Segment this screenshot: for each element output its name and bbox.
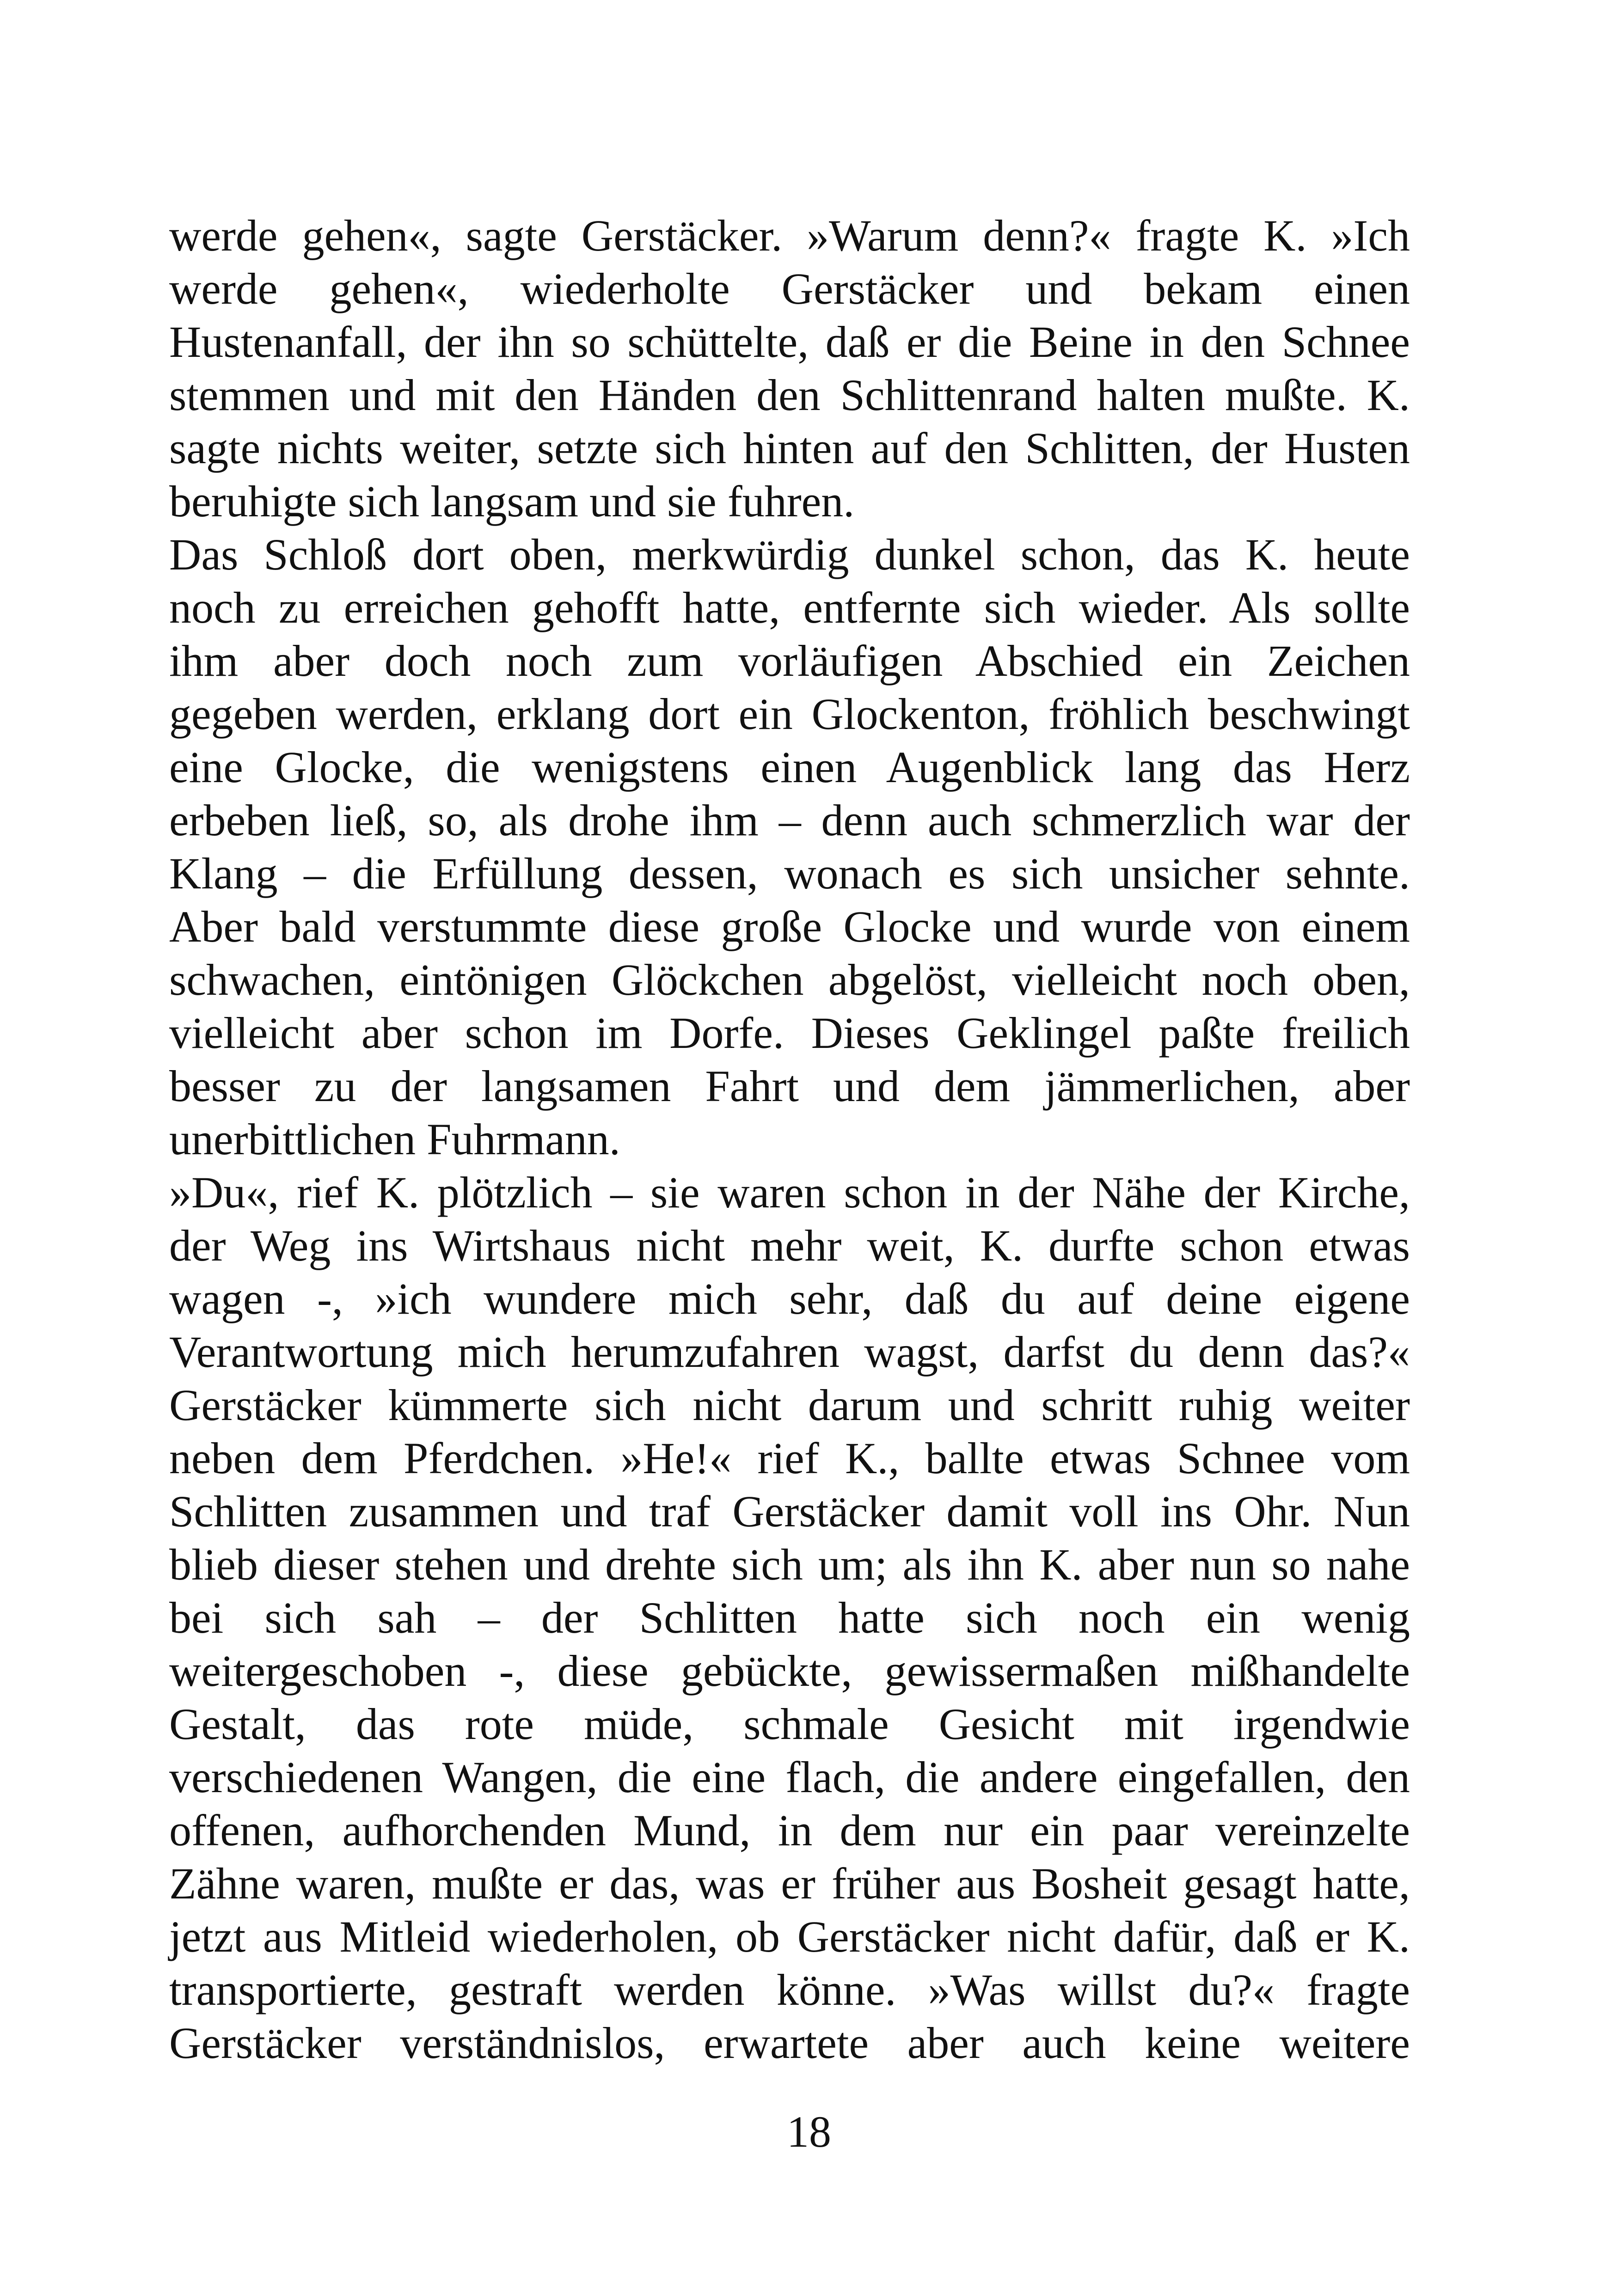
text-line: Verantwortung mich herumzufahren wagst, darfst du denn das?« — [169, 1327, 1410, 1377]
text-line: ihm aber doch noch zum vorläufigen Abschied ein Zeichen — [169, 636, 1410, 686]
paragraph — [169, 528, 1410, 1166]
text-line: gegeben werden, erklang dort ein Glockenton, fröhlich beschwingt — [169, 689, 1410, 739]
text-line: unerbittlichen Fuhrmann. — [169, 1114, 620, 1164]
text-line: schwachen, eintönigen Glöckchen abgelöst, vielleicht noch oben, — [169, 955, 1410, 1004]
text-line: verschiedenen Wangen, die eine flach, die andere eingefallen, den — [169, 1752, 1410, 1802]
paragraph — [169, 1166, 1410, 2069]
text-line: erbeben ließ, so, als drohe ihm – denn auch schmerzlich war der — [169, 796, 1410, 845]
text-line: bei sich sah – der Schlitten hatte sich noch ein wenig — [169, 1593, 1410, 1642]
text-line: blieb dieser stehen und drehte sich um; als ihn K. aber nun so nahe — [169, 1540, 1410, 1589]
text-line: offenen, aufhorchenden Mund, in dem nur ein paar vereinzelte — [169, 1806, 1410, 1855]
text-line: »Du«, rief K. plötzlich – sie waren schon in der Nähe der Kirche, — [169, 1168, 1410, 1217]
paragraph — [169, 209, 1410, 528]
text-line: weitergeschoben -, diese gebückte, gewissermaßen mißhandelte — [169, 1646, 1410, 1696]
text-line: noch zu erreichen gehofft hatte, entfernte sich wieder. Als sollte — [169, 583, 1410, 632]
text-line: werde gehen«, wiederholte Gerstäcker und bekam einen — [169, 264, 1410, 313]
text-line: wagen -, »ich wundere mich sehr, daß du auf deine eigene — [169, 1274, 1410, 1323]
text-line: Aber bald verstummte diese große Glocke und wurde von einem — [169, 902, 1410, 951]
text-line: Zähne waren, mußte er das, was er früher aus Bosheit gesagt hatte, — [169, 1859, 1410, 1908]
text-line: werde gehen«, sagte Gerstäcker. »Warum denn?« fragte K. »Ich — [169, 211, 1410, 260]
text-line: der Weg ins Wirtshaus nicht mehr weit, K. durfte schon etwas — [169, 1221, 1410, 1270]
text-line: besser zu der langsamen Fahrt und dem jämmerlichen, aber — [169, 1061, 1410, 1111]
text-line: Gerstäcker kümmerte sich nicht darum und schritt ruhig weiter — [169, 1380, 1410, 1430]
text-line: transportierte, gestraft werden könne. »Was willst du?« fragte — [169, 1965, 1410, 2014]
text-line: Das Schloß dort oben, merkwürdig dunkel schon, das K. heute — [169, 530, 1410, 579]
text-line: sagte nichts weiter, setzte sich hinten auf den Schlitten, der Husten — [169, 423, 1410, 473]
text-line: vielleicht aber schon im Dorfe. Dieses Geklingel paßte freilich — [169, 1008, 1410, 1058]
text-line: Schlitten zusammen und traf Gerstäcker damit voll ins Ohr. Nun — [169, 1487, 1410, 1536]
text-line: Gerstäcker verständnislos, erwartete aber auch keine weitere — [169, 2018, 1410, 2068]
text-line: Gestalt, das rote müde, schmale Gesicht mit irgendwie — [169, 1699, 1410, 1749]
text-line: beruhigte sich langsam und sie fuhren. — [169, 477, 855, 526]
text-line: jetzt aus Mitleid wiederholen, ob Gerstäcker nicht dafür, daß er K. — [169, 1912, 1410, 1961]
text-line: Hustenanfall, der ihn so schüttelte, daß er die Beine in den Schnee — [169, 317, 1410, 367]
text-line: stemmen und mit den Händen den Schlittenrand halten mußte. K. — [169, 370, 1410, 420]
text-line: eine Glocke, die wenigstens einen Augenblick lang das Herz — [169, 742, 1410, 792]
body-text — [169, 209, 1410, 2069]
page-number: 18 — [787, 2107, 831, 2156]
text-line: Klang – die Erfüllung dessen, wonach es sich unsicher sehnte. — [169, 849, 1410, 898]
text-line: neben dem Pferdchen. »He!« rief K., ballte etwas Schnee vom — [169, 1433, 1410, 1483]
